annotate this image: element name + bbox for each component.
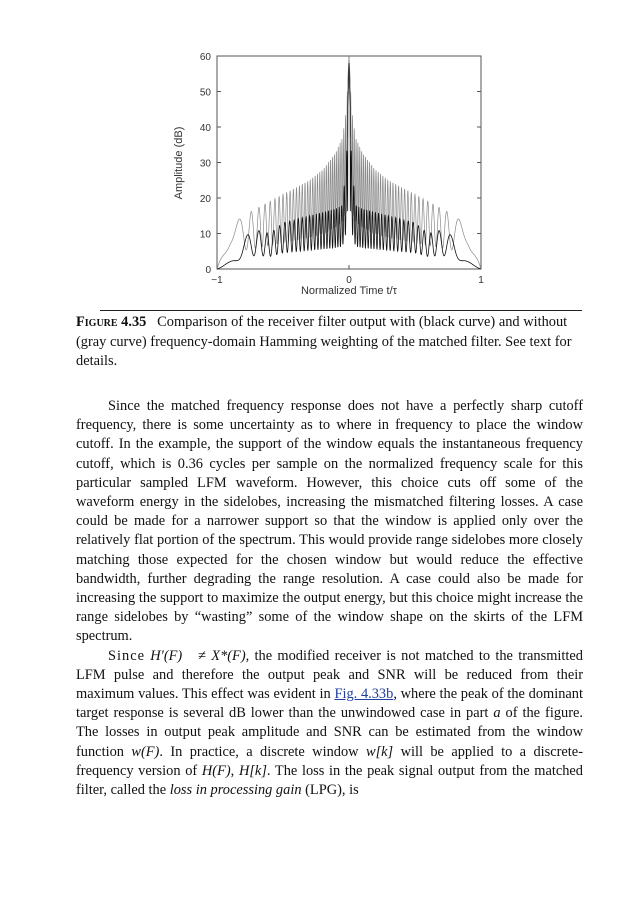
- fig-4-33b-link[interactable]: [334, 686, 393, 702]
- y-tick-label: 40: [199, 123, 211, 134]
- figure-caption: [76, 313, 576, 372]
- paragraph-1: Since the matched frequency response does not have a perfectly sharp cutoff frequency, there is some uncertainty as to where in frequency to place the window cutoff. In the example, the support of the window equals the instantaneous frequency cutoff, which is 0.36 cycles per sample on the normalized frequency scale for this particular sampled LFM waveform. However, this choice cuts off some of the waveform energy in the sidelobes, increasing the mismatched filtering losses. A case could be made for a narrower support so that the window is applied only over the relatively flat portion of the spectrum. This would provide range sidelobes more closely matching those expected for the chosen window but would reduce the effective bandwidth, further degrading the range resolution. A case could also be made for increasing the support to maximize the output energy, but this choice might increase the range sidelobes by “wasting” some of the window shape on the skirts of the LFM spectrum.: [76, 398, 583, 645]
- y-tick-label: 50: [199, 87, 211, 99]
- p2-text-d: , where the peak of the dominant target response is several dB lower than the unwindowed case in part: [76, 686, 584, 722]
- y-tick-label: 60: [199, 52, 211, 63]
- y-tick-label: 10: [199, 229, 211, 241]
- p2-text-i: . The loss in the peak signal output from the matched filter, called the: [76, 762, 583, 799]
- figure-4-35-chart: [160, 40, 500, 302]
- fig-4-33b-link-text: Fig. 4.33b: [334, 686, 394, 703]
- p2-text-e: of the figure. The losses in output peak amplitude and SNR can be estimated from the window function: [76, 705, 583, 760]
- x-tick-label: 0: [346, 275, 352, 286]
- term-lpg: loss in processing gain: [169, 782, 302, 799]
- p2-text-h: ,: [230, 762, 235, 779]
- math-w-f: w(F): [131, 743, 160, 760]
- math-h-prime-f: H′(F): [150, 647, 183, 664]
- caption-text: Comparison of the receiver filter output with (black curve) and without (gray curve) frequency-domain Hamming weighting of the matched filter. See text for details.: [76, 314, 572, 369]
- x-tick-label: 1: [478, 275, 484, 286]
- math-h-k: H[k]: [238, 762, 267, 779]
- p2-text-c: , the modified receiver is not matched to the transmitted LFM pulse and therefore the output peak and SNR will be reduced from their maximum values. This effect was evident in: [76, 647, 583, 703]
- paragraph-2: [76, 647, 583, 801]
- figure-label: Figure 4.35: [76, 314, 147, 330]
- y-tick-label: 30: [199, 158, 211, 170]
- not-equal-symbol: ≠: [198, 647, 206, 664]
- x-tick-label: −1: [211, 275, 223, 286]
- y-tick-label: 20: [199, 194, 211, 205]
- math-a: a: [493, 705, 501, 722]
- p2-text-a: Since: [108, 647, 145, 664]
- math-x-star-f: X*(F): [211, 647, 246, 664]
- x-axis-label: Normalized Time t/τ: [300, 285, 398, 297]
- y-tick-label: 0: [205, 265, 211, 276]
- p2-text-g: will be applied to a discrete-frequency version of: [76, 743, 583, 779]
- math-w-k: w[k]: [365, 743, 394, 760]
- caption-rule: [100, 310, 582, 311]
- math-h-f: H(F): [201, 762, 231, 779]
- p2-text-f: . In practice, a discrete window: [159, 743, 359, 760]
- p2-text-j: (LPG), is: [305, 782, 359, 799]
- y-axis-label: Amplitude (dB): [173, 126, 185, 200]
- body-text: [76, 397, 583, 800]
